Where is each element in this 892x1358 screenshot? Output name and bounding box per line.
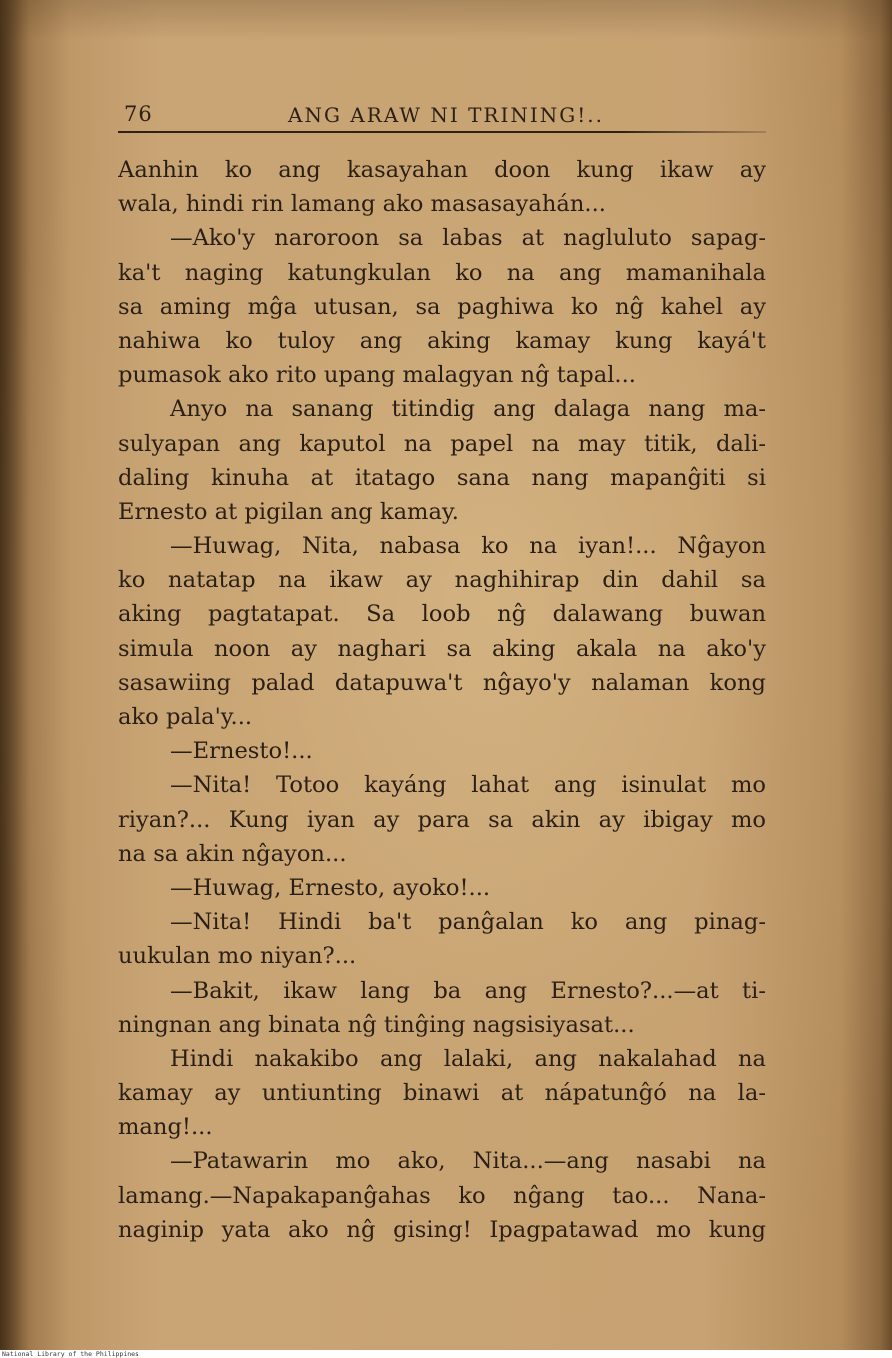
running-title: ANG ARAW NI TRINING!..: [288, 103, 605, 127]
text-line: —Patawarin mo ako, Nita...—ang nasabi na: [170, 1148, 766, 1175]
text-line: —Ako'y naroroon sa labas at nagluluto sapag-: [170, 225, 766, 252]
text-line: sa aming mĝa utusan, sa paghiwa ko nĝ kahel ay: [118, 293, 766, 320]
text-line: —Nita! Totoo kayáng lahat ang isinulat mo: [170, 772, 766, 799]
text-line: —Huwag, Ernesto, ayoko!...: [170, 874, 491, 901]
body-text: [118, 153, 766, 1247]
text-line: daling kinuha at itatago sana nang mapanĝiti si: [118, 464, 766, 491]
text-line: mang!...: [118, 1114, 213, 1141]
text-line: riyan?... Kung iyan ay para sa akin ay ibigay mo: [118, 806, 766, 833]
page-number: 76: [124, 102, 153, 126]
text-line: nahiwa ko tuloy ang aking kamay kung kayá't: [118, 327, 766, 354]
text-line: aking pagtatapat. Sa loob nĝ dalawang buwan: [118, 601, 766, 628]
text-line: uukulan mo niyan?...: [118, 943, 357, 970]
text-line: Anyo na sanang titindig ang dalaga nang ma-: [170, 396, 766, 423]
text-line: na sa akin nĝayon...: [118, 840, 347, 867]
text-line: Ernesto at pigilan ang kamay.: [118, 498, 459, 525]
text-line: wala, hindi rin lamang ako masasayahán...: [118, 191, 606, 218]
text-line: ka't naging katungkulan ko na ang mamanihala: [118, 259, 766, 286]
text-line: ako pala'y...: [118, 704, 253, 730]
text-line: ko natatap na ikaw ay naghihirap din dahil sa: [118, 567, 766, 594]
text-line: —Huwag, Nita, nabasa ko na iyan!... Nĝayon: [170, 533, 766, 560]
text-line: pumasok ako rito upang malagyan nĝ tapal...: [118, 362, 636, 389]
header-rule: [118, 131, 766, 133]
text-line: Aanhin ko ang kasayahan doon kung ikaw ay: [118, 157, 766, 183]
text-line: simula noon ay naghari sa aking akala na ako'y: [118, 635, 766, 662]
text-line: sulyapan ang kaputol na papel na may titik, dali-: [118, 430, 766, 457]
text-line: kamay ay untiunting binawi at nápatunĝó na la-: [118, 1080, 766, 1107]
text-line: ningnan ang binata nĝ tinĝing nagsisiyasat...: [118, 1011, 635, 1038]
running-header: [120, 102, 760, 132]
library-credit: National Library of the Philippines: [0, 1350, 892, 1358]
text-line: lamang.—Napakapanĝahas ko nĝang tao... Nana-: [118, 1182, 766, 1209]
text-line: naginip yata ako nĝ gising! Ipagpatawad mo kung: [118, 1216, 766, 1243]
text-line: —Nita! Hindi ba't panĝalan ko ang pinag-: [170, 909, 766, 936]
text-line: —Bakit, ikaw lang ba ang Ernesto?...—at ti-: [170, 977, 766, 1004]
text-line: sasawiing palad datapuwa't nĝayo'y nalaman kong: [118, 669, 766, 696]
text-line: —Ernesto!...: [170, 738, 313, 765]
text-line: Hindi nakakibo ang lalaki, ang nakalahad na: [170, 1045, 766, 1072]
